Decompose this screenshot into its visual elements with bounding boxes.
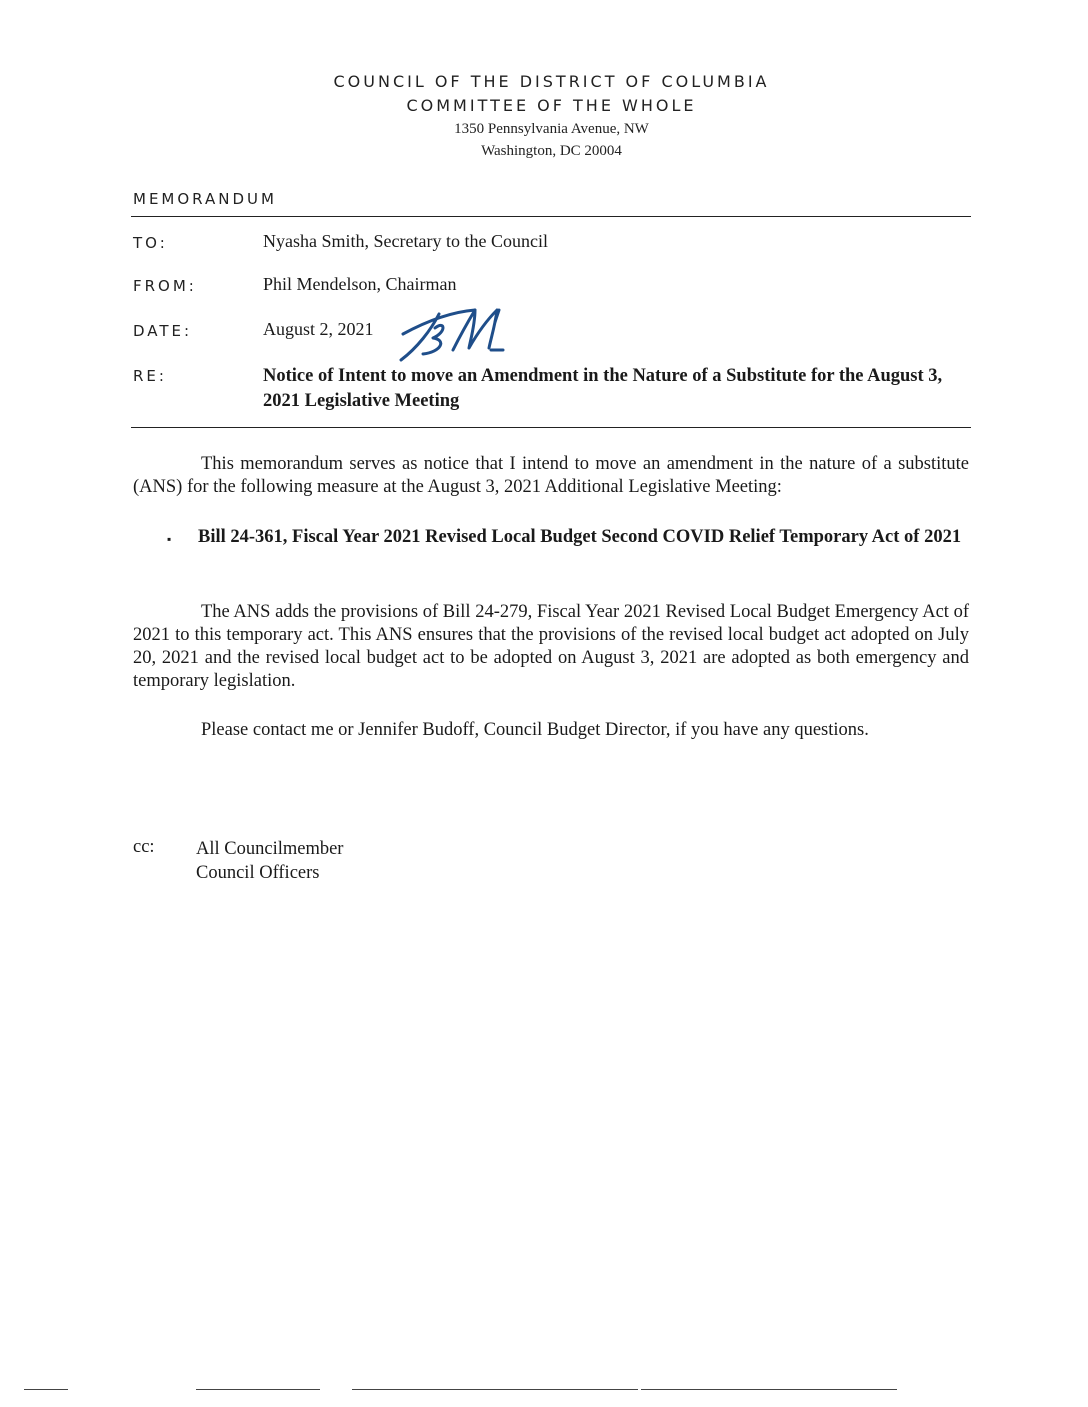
address-line-1: 1350 Pennsylvania Avenue, NW [454, 121, 649, 137]
header-bottom-rule [131, 427, 971, 428]
date-value: August 2, 2021 [263, 319, 374, 339]
ans-paragraph: The ANS adds the provisions of Bill 24-279, Fiscal Year 2021 Revised Local Budget Emergency Act of 2021 to this temporary act. This ANS ensures that the provisions of the revised local budget act adopted on July 20, 2021 and the revised local budget act to be adopted on August 3, 2021 are adopted as both emergency and temporary legislation. [133, 602, 969, 691]
re-subject: Notice of Intent to move an Amendment in the Nature of a Substitute for the August 3, 2021 Legislative Meeting [263, 366, 943, 411]
footer-rule [24, 1389, 68, 1390]
bill-title: Bill 24-361, Fiscal Year 2021 Revised Local Budget Second COVID Relief Temporary Act of 2021 [198, 527, 962, 547]
footer-rule [352, 1389, 638, 1390]
re-label: RE: [133, 367, 167, 385]
address-line-2: Washington, DC 20004 [481, 143, 622, 159]
committee-name: COMMITTEE OF THE WHOLE [406, 96, 697, 115]
memorandum-label: MEMORANDUM [133, 190, 277, 208]
cc-recipient: Council Officers [196, 863, 320, 883]
letterhead [0, 70, 1088, 162]
council-name: COUNCIL OF THE DISTRICT OF COLUMBIA [333, 72, 770, 91]
from-value: Phil Mendelson, Chairman [263, 274, 457, 294]
to-value: Nyasha Smith, Secretary to the Council [263, 231, 548, 251]
footer-rule [196, 1389, 320, 1390]
contact-paragraph: Please contact me or Jennifer Budoff, Council Budget Director, if you have any questions. [201, 720, 869, 740]
cc-label: cc: [133, 837, 155, 857]
cc-list [196, 837, 343, 885]
bullet-marker: ▪ [167, 532, 172, 546]
date-label: DATE: [133, 322, 193, 340]
to-label: TO: [133, 234, 168, 252]
from-label: FROM: [133, 277, 197, 295]
header-top-rule [131, 216, 971, 217]
footer-rule [641, 1389, 897, 1390]
signature-strokes [401, 310, 503, 360]
cc-recipient: All Councilmember [196, 839, 344, 859]
signature-image [395, 298, 515, 364]
intro-paragraph: This memorandum serves as notice that I intend to move an amendment in the nature of a substitute (ANS) for the following measure at the August 3, 2021 Additional Legislative Meeting: [133, 454, 969, 497]
